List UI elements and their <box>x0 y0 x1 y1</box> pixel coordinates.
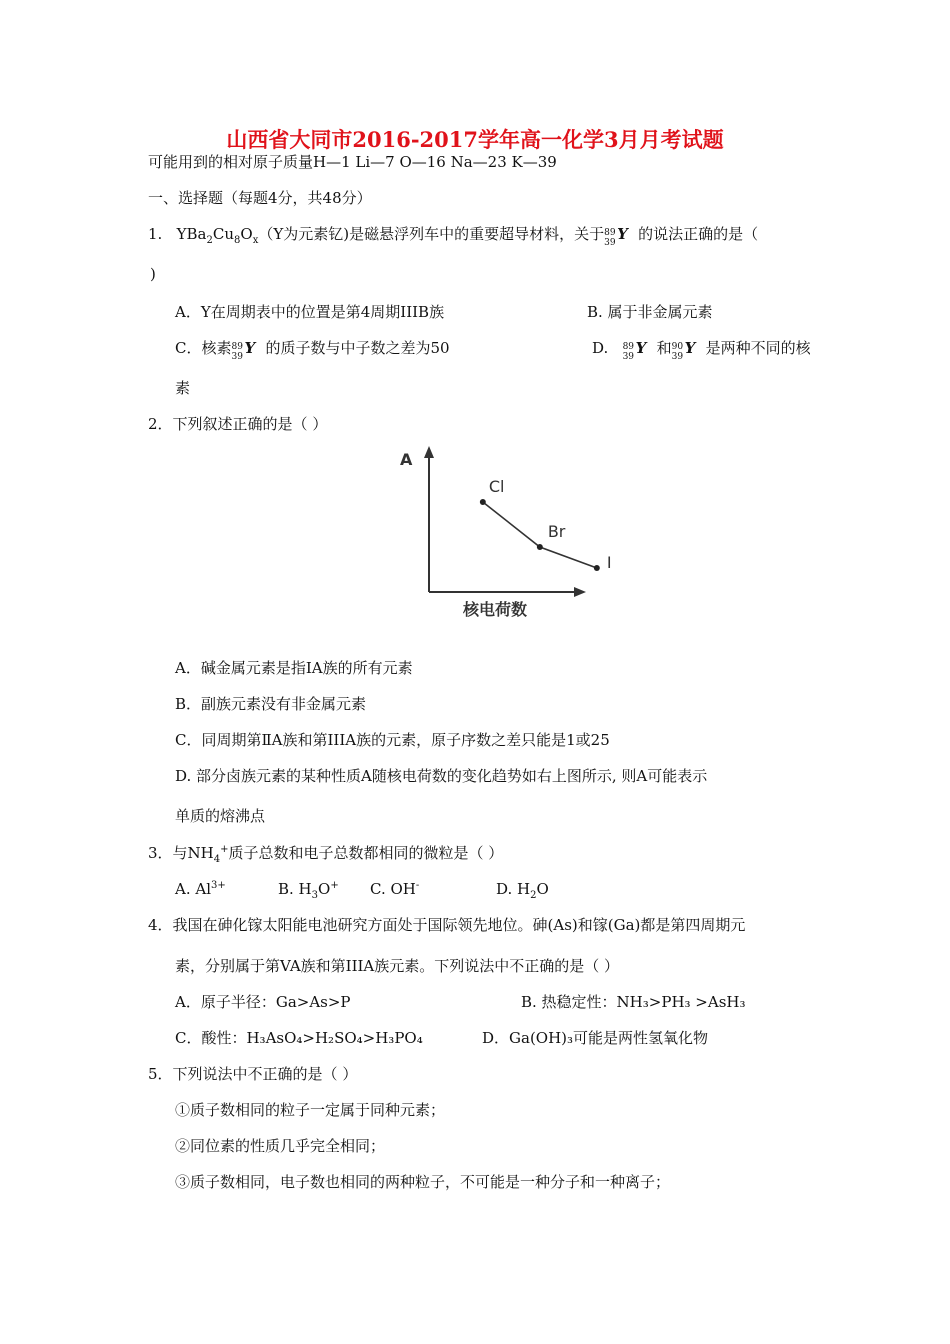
question-2-option-a: A．碱金属元素是指IA族的所有元素 <box>175 659 413 677</box>
question-1-option-a: A．Y在周期表中的位置是第4周期IIIB族 <box>175 303 445 321</box>
question-4-stem: 4．我国在砷化镓太阳能电池研究方面处于国际领先地位。砷(As)和镓(Ga)都是第四周期元 <box>148 916 746 934</box>
question-5-item-3: ③质子数相同，电子数也相同的两种粒子，不可能是一种分子和一种离子； <box>175 1173 671 1191</box>
page-title: 山西省大同市2016-2017学年高一化学3月月考试题 <box>226 127 724 152</box>
question-4-option-a: A．原子半径：Ga>As>P <box>175 993 351 1011</box>
formula: $YBa_2Cu_8O_x$ <box>176 225 259 246</box>
section-heading: 一、选择题（每题4分，共48分） <box>148 189 372 207</box>
nuclide-y89: 89 39 Y <box>622 339 647 362</box>
halogen-trend-chart <box>388 440 612 625</box>
nuclide-y90: 90 39 Y <box>671 339 696 362</box>
question-1-stem: 1. $YBa_2Cu_8O_x(Y$为元素钇)是磁悬浮列车中的重要超导材料，关于 89 39 Y 的说法正确的是（ <box>148 225 759 248</box>
question-2-option-b: B．副族元素没有非金属元素 <box>175 695 367 713</box>
question-4-option-d: D．Ga(OH)₃可能是两性氢氧化物 <box>482 1029 709 1047</box>
point-label-cl: Cl <box>488 477 505 496</box>
question-1-option-d-wrap: 素 <box>175 379 191 397</box>
point-label-i: I <box>606 553 612 572</box>
data-point-br <box>537 544 543 550</box>
question-1-option-c: C．核素 89 39 Y 的质子数与中子数之差为50 <box>175 339 450 362</box>
question-2-stem: 2．下列叙述正确的是（ ） <box>148 415 328 433</box>
question-4-stem-wrap: 素，分别属于第VA族和第IIIA族元素。下列说法中不正确的是（ ） <box>175 957 620 975</box>
y-axis-label: A <box>400 450 413 469</box>
nuclide-y89: 89 39 Y <box>604 225 628 248</box>
atomic-mass-line: 可能用到的相对原子质量H—1 Li—7 O—16 Na—23 K—39 <box>148 153 557 171</box>
question-3-option-b: B. $H_3O^+$ <box>278 880 339 901</box>
question-2-option-d: D. 部分卤族元素的某种性质A随核电荷数的变化趋势如右上图所示, 则A可能表示 <box>175 767 708 785</box>
question-1-option-d: D. 89 39 Y 和 90 39 Y 是两种不同的核 <box>592 339 811 362</box>
nuclide-y89: 89 39 Y <box>231 339 256 362</box>
question-5-stem: 5．下列说法中不正确的是（ ） <box>148 1065 358 1083</box>
question-number: 1. <box>148 225 163 243</box>
question-3-option-a: A. $Al^{3+}$ <box>175 880 226 898</box>
question-2-option-d-wrap: 单质的熔沸点 <box>175 807 266 825</box>
question-3-option-d: D. $H_2O$ <box>496 880 549 901</box>
question-3-option-c: C. OH- <box>370 880 420 898</box>
question-2-option-c: C．同周期第ⅡA族和第IIIA族的元素，原子序数之差只能是1或25 <box>175 731 610 749</box>
y-axis-arrow <box>424 446 434 458</box>
question-3-stem: 3．与$NH_4^+$质子总数和电子总数都相同的微粒是（ ） <box>148 844 504 865</box>
data-point-cl <box>480 499 486 505</box>
question-1-paren: ) <box>150 265 156 283</box>
question-1-option-b: B. 属于非金属元素 <box>587 303 713 321</box>
question-4-option-b: B. 热稳定性：NH₃>PH₃ >AsH₃ <box>521 993 746 1011</box>
point-label-br: Br <box>547 522 566 541</box>
x-axis-arrow <box>574 587 586 597</box>
x-axis-label: 核电荷数 <box>463 600 528 619</box>
trend-line <box>483 502 597 568</box>
question-4-option-c: C．酸性：H₃AsO₄>H₂SO₄>H₃PO₄ <box>175 1029 423 1047</box>
question-5-item-1: ①质子数相同的粒子一定属于同种元素； <box>175 1101 446 1119</box>
data-point-i <box>594 565 600 571</box>
question-5-item-2: ②同位素的性质几乎完全相同； <box>175 1137 386 1155</box>
